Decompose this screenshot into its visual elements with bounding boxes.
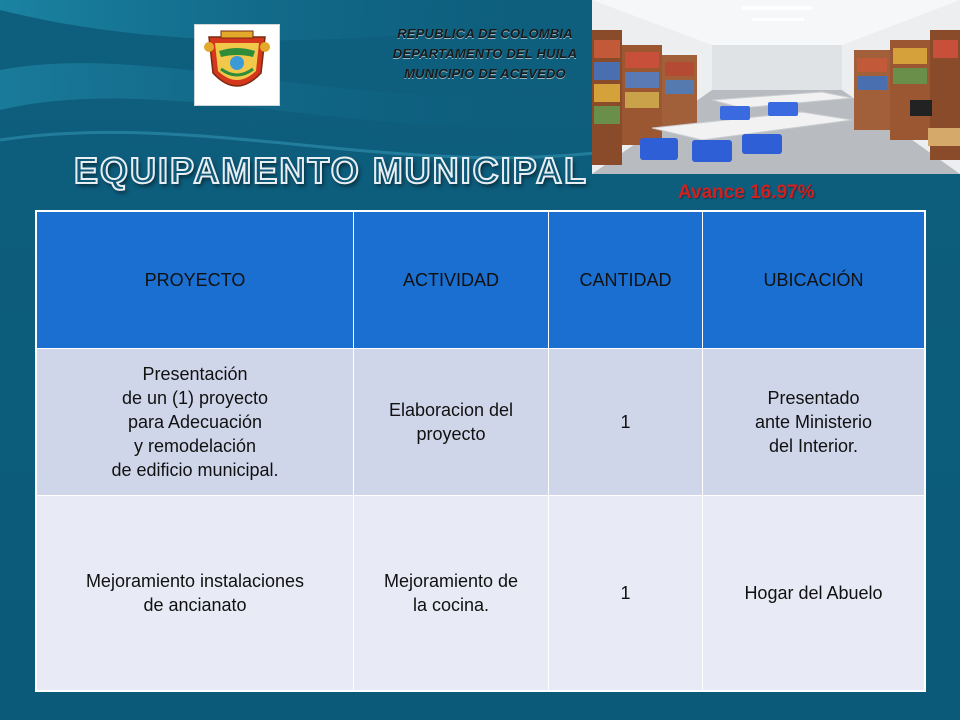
cell-ubicacion xyxy=(703,496,925,691)
column-header-actividad: ACTIVIDAD xyxy=(354,212,549,349)
cell-line: Mejoramiento de xyxy=(383,571,519,591)
cell-line: Elaboracion del xyxy=(388,400,514,420)
cell-line: de un (1) proyecto xyxy=(121,388,269,408)
header-line-country: REPUBLICA DE COLOMBIA xyxy=(397,26,573,41)
table-row xyxy=(37,496,925,691)
projects-table xyxy=(36,211,925,691)
cell-line: para Adecuación xyxy=(127,412,263,432)
cell-line: Presentado xyxy=(767,388,860,408)
page-title: EQUIPAMENTO MUNICIPAL xyxy=(74,150,589,191)
government-header xyxy=(360,24,610,84)
municipal-crest xyxy=(194,24,280,106)
column-header-ubicacion: UBICACIÓN xyxy=(703,212,925,349)
table-header-row xyxy=(37,212,925,349)
cell-line: ante Ministerio xyxy=(754,412,873,432)
cell-cantidad: 1 xyxy=(549,349,703,496)
table-row xyxy=(37,349,925,496)
column-header-proyecto: PROYECTO xyxy=(37,212,354,349)
cell-line: del Interior. xyxy=(768,436,859,456)
library-photo xyxy=(592,0,960,174)
cell-line: proyecto xyxy=(416,424,486,444)
cell-proyecto xyxy=(37,496,354,691)
municipal-crest-icon xyxy=(195,25,279,105)
cell-line: la cocina. xyxy=(412,595,490,615)
cell-ubicacion xyxy=(703,349,925,496)
column-header-cantidad: CANTIDAD xyxy=(549,212,703,349)
cell-actividad xyxy=(354,496,549,691)
cell-cantidad: 1 xyxy=(549,496,703,691)
cell-proyecto xyxy=(37,349,354,496)
cell-line: y remodelación xyxy=(133,436,257,456)
cell-line: Hogar del Abuelo xyxy=(744,583,883,603)
progress-label: Avance 16.97% xyxy=(678,182,815,203)
library-room-photo xyxy=(592,0,960,174)
cell-line: de edificio municipal. xyxy=(111,460,279,480)
cell-line: Presentación xyxy=(142,364,248,384)
cell-actividad xyxy=(354,349,549,496)
cell-line: de ancianato xyxy=(143,595,247,615)
header-line-municipality: MUNICIPIO DE ACEVEDO xyxy=(404,66,566,81)
header-line-department: DEPARTAMENTO DEL HUILA xyxy=(392,46,578,61)
cell-line: Mejoramiento instalaciones xyxy=(85,571,305,591)
